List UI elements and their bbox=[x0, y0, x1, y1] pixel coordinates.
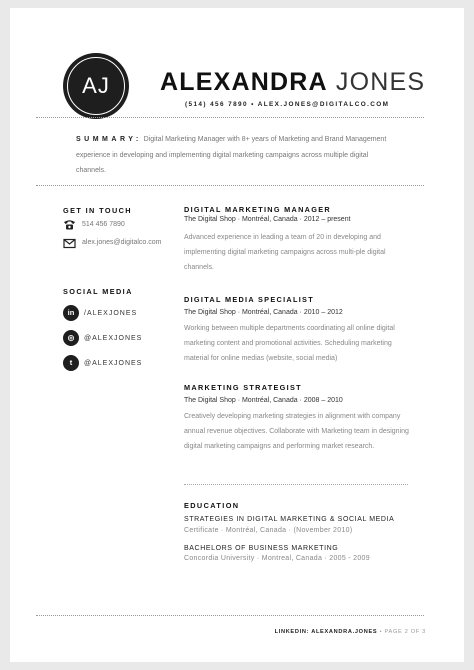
education-heading: EDUCATION bbox=[184, 501, 240, 510]
education-detail-1: Certificate · Montréal, Canada · (November 2010) bbox=[184, 527, 353, 534]
instagram-handle[interactable]: @ALEXJONES bbox=[84, 335, 143, 342]
footer-linkedin[interactable]: LINKEDIN: ALEXANDRA.JONES bbox=[274, 629, 378, 635]
summary-text: Digital Marketing Manager with 8+ years of Marketing and Brand Management experience in developing and implementing digital marketing campaigns across multiple digital channels. bbox=[76, 136, 387, 174]
job-company-3: The Digital Shop · Montréal, Canada · 2008 – 2010 bbox=[184, 397, 343, 404]
job-company-1: The Digital Shop · Montréal, Canada · 2012 – present bbox=[184, 216, 351, 223]
get-in-touch-heading: GET IN TOUCH bbox=[63, 206, 132, 215]
twitter-handle[interactable]: @ALEXJONES bbox=[84, 360, 143, 367]
instagram-icon[interactable]: ◎ bbox=[63, 330, 79, 346]
mail-icon bbox=[63, 237, 76, 250]
social-media-heading: SOCIAL MEDIA bbox=[63, 287, 133, 296]
twitter-icon[interactable]: t bbox=[63, 355, 79, 371]
last-name: JONES bbox=[335, 68, 426, 96]
email-address[interactable]: alex.jones@digitalco.com bbox=[82, 239, 162, 246]
monogram-initials: AJ bbox=[67, 57, 125, 115]
education-detail-2: Concordia University · Montreal, Canada · 2005 - 2009 bbox=[184, 555, 370, 562]
job-title-3: MARKETING STRATEGIST bbox=[184, 383, 302, 392]
footer-page-number: • PAGE 2 OF 3 bbox=[377, 629, 426, 635]
monogram-badge bbox=[63, 53, 129, 119]
divider-top bbox=[36, 117, 424, 118]
summary-label: SUMMARY: bbox=[76, 136, 142, 143]
job-description-3: Creatively developing marketing strategies in alignment with company annual revenue objectives. Collaborate with Marketing team in designing digital marketing campaigns and performing market research. bbox=[184, 413, 409, 451]
divider-middle bbox=[36, 185, 424, 186]
header-contact-line: (514) 456 7890 • ALEX.JONES@DIGITALCO.COM bbox=[185, 101, 390, 108]
phone-icon bbox=[63, 218, 76, 231]
first-name: ALEXANDRA bbox=[160, 68, 328, 96]
education-title-1: STRATEGIES IN DIGITAL MARKETING & SOCIAL MEDIA bbox=[184, 516, 395, 523]
summary-block bbox=[76, 132, 396, 179]
job-company-2: The Digital Shop · Montréal, Canada · 2010 – 2012 bbox=[184, 309, 343, 316]
resume-page bbox=[10, 8, 464, 662]
linkedin-handle[interactable]: /ALEXJONES bbox=[84, 310, 138, 317]
education-title-2: BACHELORS OF BUSINESS MARKETING bbox=[184, 545, 339, 552]
page-footer bbox=[275, 629, 426, 635]
job-title-2: DIGITAL MEDIA SPECIALIST bbox=[184, 295, 314, 304]
divider-education bbox=[184, 484, 408, 485]
job-description-1: Advanced experience in leading a team of 20 in developing and implementing digital marketing campaigns across multi-ple digital channels. bbox=[184, 234, 386, 272]
linkedin-icon[interactable]: in bbox=[63, 305, 79, 321]
job-description-2: Working between multiple departments coordinating all online digital marketing content and promotional activities. Scheduling marketing material for online medias (website, social media) bbox=[184, 325, 395, 363]
job-title-1: DIGITAL MARKETING MANAGER bbox=[184, 205, 331, 214]
divider-bottom bbox=[36, 615, 424, 616]
phone-number: 514 456 7890 bbox=[82, 221, 125, 228]
full-name bbox=[160, 68, 425, 97]
